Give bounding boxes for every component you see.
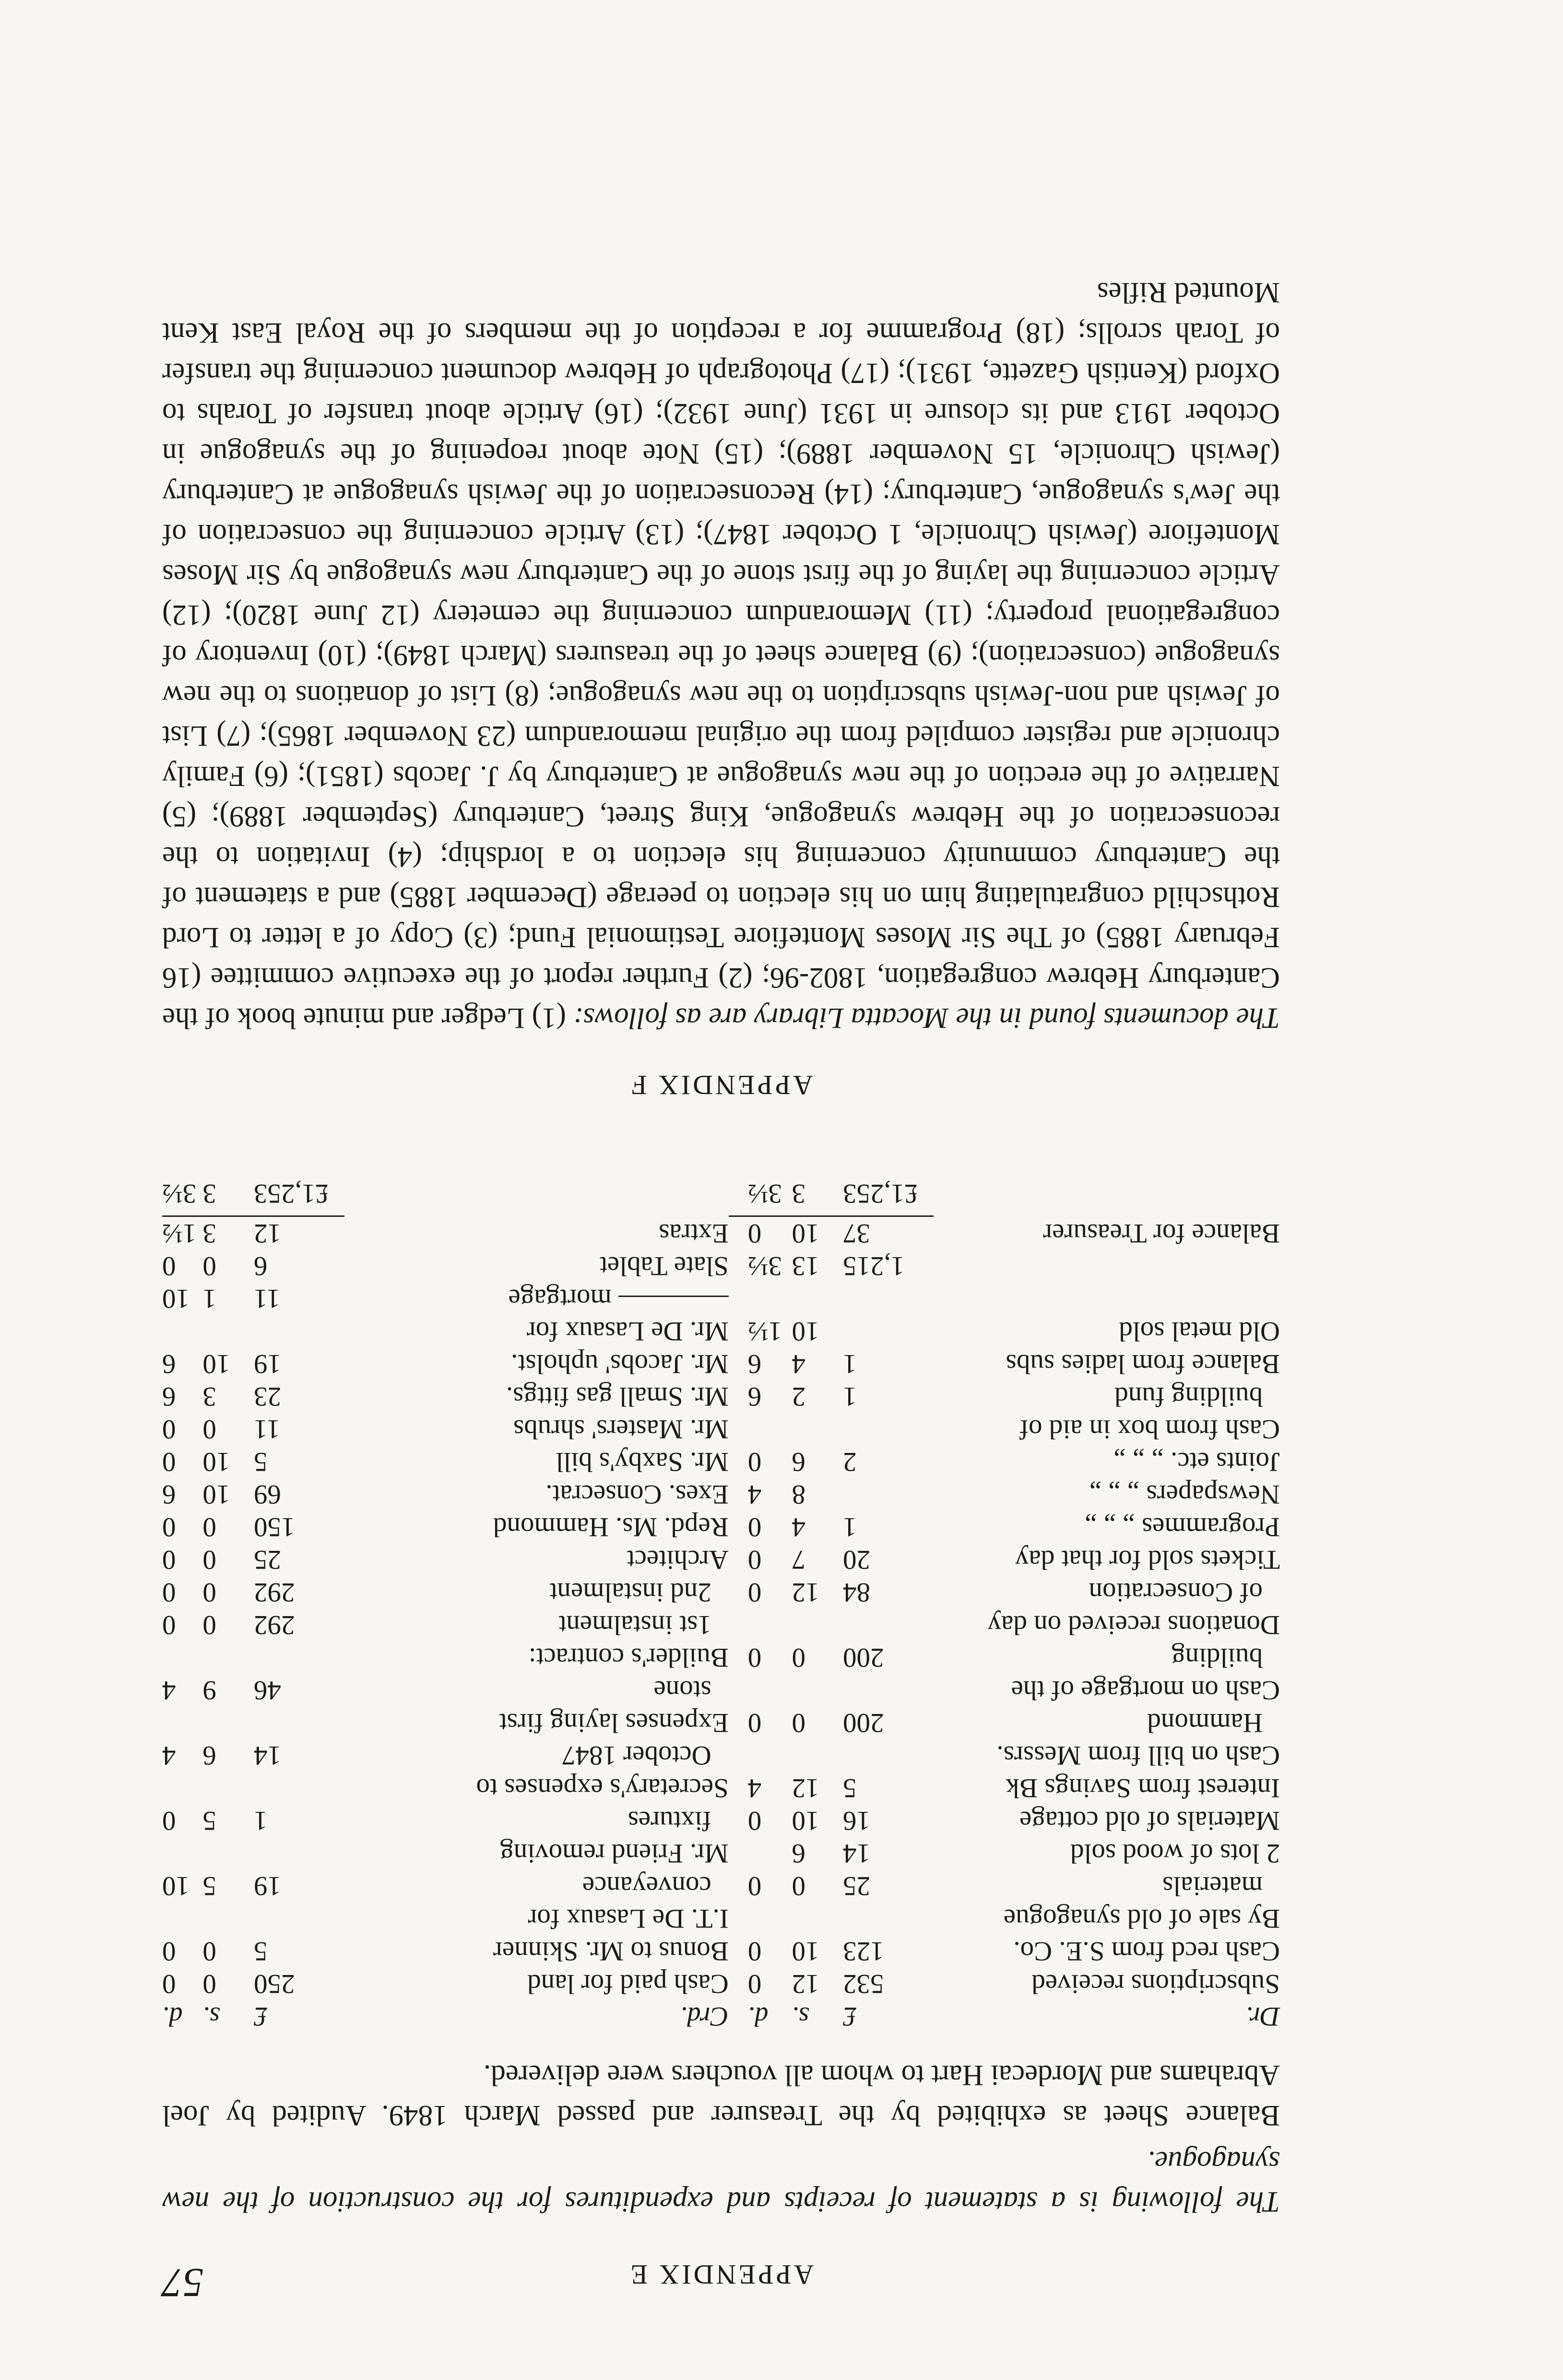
ledger-row xyxy=(162,1608,1280,1641)
credit-pounds: 69 xyxy=(253,1479,281,1510)
credit-description: Architect xyxy=(627,1545,729,1575)
credit-pounds xyxy=(254,1772,344,1804)
totals-rule xyxy=(162,1214,1280,1216)
debit-description: Tickets sold for that day xyxy=(1015,1545,1280,1575)
credit-shillings: 0 xyxy=(202,1414,216,1444)
credit-pounds: 25 xyxy=(253,1545,281,1575)
page-number: 57 xyxy=(162,2260,203,2306)
credit-shillings: 0 xyxy=(202,1969,216,1999)
credit-pence: 0 xyxy=(162,1251,176,1281)
credit-description: Bonus to Mr. Skinner xyxy=(493,1936,729,1966)
credit-shillings xyxy=(202,1706,254,1739)
debit-pence xyxy=(729,1413,792,1445)
debit-pounds: 1 xyxy=(843,1512,857,1542)
credit-shillings: 0 xyxy=(202,1545,216,1575)
debit-pounds: 20 xyxy=(843,1545,871,1575)
credit-pence: 1½ xyxy=(162,1218,197,1249)
credit-pounds: 11 xyxy=(253,1414,280,1444)
page-header xyxy=(162,2250,1280,2306)
debit-shillings: 12 xyxy=(792,1773,819,1803)
ledger-row xyxy=(162,1641,1280,1674)
credit-shillings xyxy=(202,1902,254,1935)
credit-total-shillings: 3 xyxy=(202,1178,216,1209)
credit-shillings: 1 xyxy=(202,1284,216,1314)
debit-pence: 0 xyxy=(747,1512,762,1542)
debit-shillings: 6 xyxy=(792,1447,805,1477)
debit-description: building xyxy=(1171,1642,1263,1673)
balance-sheet-table xyxy=(162,1177,1280,2033)
credit-description: Repd. Ms. Hammond xyxy=(493,1512,729,1542)
debit-total-shillings: 3 xyxy=(792,1178,805,1209)
debit-pence-header: d. xyxy=(747,2001,769,2032)
appendix-e-intro: The following is a statement of receipts and expenditures for the construction of the new synagogue. xyxy=(162,2145,1280,2218)
ledger-row xyxy=(162,1445,1280,1478)
credit-pence: 6 xyxy=(162,1479,176,1510)
credit-description: fixtures xyxy=(628,1806,711,1836)
debit-pounds xyxy=(843,1282,934,1315)
credit-pence xyxy=(162,1772,202,1804)
ledger-header-row xyxy=(162,2000,1280,2033)
debit-header: Dr. xyxy=(1245,2001,1280,2032)
debit-pence: 0 xyxy=(747,1577,762,1607)
debit-description: Materials of old cottage xyxy=(1019,1806,1280,1836)
debit-shillings: 0 xyxy=(792,1871,805,1901)
credit-shillings: 0 xyxy=(202,1251,216,1281)
debit-shillings xyxy=(792,1739,843,1772)
credit-pounds: 150 xyxy=(253,1512,295,1542)
debit-pounds xyxy=(843,1674,934,1706)
credit-pounds: 5 xyxy=(253,1936,268,1966)
debit-total-pounds: £1,253 xyxy=(843,1178,918,1209)
debit-pounds: 84 xyxy=(843,1577,871,1607)
credit-pence: 0 xyxy=(162,1447,176,1477)
debit-pounds xyxy=(843,1902,934,1935)
debit-pence: 0 xyxy=(747,1969,762,1999)
credit-pence: 0 xyxy=(162,1610,176,1640)
debit-pence: 0 xyxy=(747,1708,762,1738)
debit-pounds: 14 xyxy=(843,1838,871,1868)
appendix-e-title: APPENDIX E xyxy=(628,2259,814,2290)
debit-pence: 0 xyxy=(747,1218,762,1249)
credit-shillings: 10 xyxy=(202,1447,230,1477)
debit-pence: 0 xyxy=(747,1545,762,1575)
credit-pounds xyxy=(254,1902,344,1935)
credit-shillings: 5 xyxy=(202,1806,216,1836)
credit-pence xyxy=(162,1706,202,1739)
debit-shillings: 10 xyxy=(792,1936,819,1966)
debit-description xyxy=(934,1282,1280,1315)
credit-pounds: 23 xyxy=(253,1381,281,1412)
credit-pounds: 1 xyxy=(253,1806,268,1836)
debit-shillings xyxy=(792,1674,843,1706)
ledger-row xyxy=(162,1869,1280,1902)
debit-description: Newspapers „ „ „ xyxy=(1089,1479,1280,1510)
credit-description: Mr. De Lasaux for xyxy=(526,1316,729,1346)
debit-shillings xyxy=(792,1413,843,1445)
debit-pence: 1½ xyxy=(747,1316,782,1346)
credit-pence: 0 xyxy=(162,1545,176,1575)
ledger-row xyxy=(162,1935,1280,1967)
credit-pounds: 12 xyxy=(253,1218,281,1249)
credit-description: Expenses laying first xyxy=(499,1708,729,1738)
debit-pounds: 1,215 xyxy=(843,1251,905,1281)
credit-pounds: 292 xyxy=(253,1610,295,1640)
credit-shillings: 0 xyxy=(202,1936,216,1966)
debit-pence: 4 xyxy=(747,1773,762,1803)
debit-pounds: 5 xyxy=(843,1773,857,1803)
debit-shillings: 4 xyxy=(792,1349,805,1379)
debit-shillings: 12 xyxy=(792,1969,819,1999)
credit-pounds: 292 xyxy=(253,1577,295,1607)
credit-pence xyxy=(162,1315,202,1347)
credit-description: stone xyxy=(653,1675,711,1705)
ledger-row xyxy=(162,1674,1280,1706)
debit-shillings xyxy=(792,1282,843,1315)
debit-description: Balance for Treasurer xyxy=(1043,1218,1280,1249)
credit-pounds xyxy=(254,1315,344,1347)
debit-pounds xyxy=(843,1413,934,1445)
debit-rule xyxy=(729,1214,934,1216)
credit-pence xyxy=(162,1902,202,1935)
credit-shillings xyxy=(202,1641,254,1674)
credit-description: Secretary's expenses to xyxy=(476,1773,729,1803)
credit-shillings: 6 xyxy=(202,1740,216,1771)
debit-description xyxy=(934,1250,1280,1282)
debit-description: 2 lots of wood sold xyxy=(1070,1838,1280,1868)
credit-pence: 4 xyxy=(162,1740,176,1771)
debit-pounds: 16 xyxy=(843,1806,871,1836)
credit-shillings xyxy=(202,1315,254,1347)
credit-shillings: 3 xyxy=(202,1218,216,1249)
credit-description: I.T. De Lasaux for xyxy=(528,1904,729,1934)
appendix-f-document-list: (1) Ledger and minute book of the Canterbury Hebrew congregation, 1802-96; (2) Further report of the executive committee (16 February 1885) of The Sir Moses Montefiore Testimonial Fund; (3) Copy of a letter to Lord Rothschild congratulating him on his election to peerage (December 1885) and a statement of the Canterbury community concerning his election to a lordship; (4) Invitation to the reconsecration of the Hebrew synagogue, King Street, Canterbury (September 1889); (5) Narrative of the erection of the new synagogue at Canterbury by J. Jacobs (1851); (6) Family chronicle and register compiled from the original memorandum (23 November 1865); (7) List of Jewish and non-Jewish subscription to the new synagogue; (8) List of donations to the new synagogue (consecration); (9) Balance sheet of the treasurers (March 1849); (10) Inventory of congregational property; (11) Memorandum concerning the cemetery (12 June 1820); (12) Article concerning the laying of the first stone of the Canterbury new synagogue by Sir Moses Montefiore (Jewish Chronicle, 1 October 1847); (13) Article concerning the consecration of the Jew's synagogue, Canterbury; (14) Reconsecration of the Jewish synagogue at Canterbury (Jewish Chronicle, 15 November 1889); (15) Note about reopening of the synagogue in October 1913 and its closure in 1931 (June 1932); (16) Article about transfer of Torahs to Oxford (Kentish Gazette, 1931); (17) Photograph of Hebrew document concerning the transfer of Torah scrolls; (18) Programme for a reception of the members of the Royal East Kent Mounted Rifles xyxy=(162,276,1280,1034)
debit-pence xyxy=(729,1837,792,1869)
credit-pounds: 46 xyxy=(253,1675,281,1705)
credit-pounds: 250 xyxy=(253,1969,295,1999)
credit-pounds: 19 xyxy=(253,1349,281,1379)
debit-pence: 4 xyxy=(747,1479,762,1510)
debit-pounds: 200 xyxy=(843,1708,884,1738)
debit-pence: 0 xyxy=(747,1642,762,1673)
debit-total-pence: 3½ xyxy=(747,1178,782,1209)
debit-description: Programmes „ „ „ xyxy=(1085,1512,1280,1542)
credit-description: Cash paid for land xyxy=(527,1969,729,1999)
credit-shillings: 0 xyxy=(202,1512,216,1542)
credit-pounds xyxy=(254,1641,344,1674)
ledger-row xyxy=(162,1250,1280,1282)
credit-description: Slate Tablet xyxy=(599,1251,729,1281)
credit-pounds xyxy=(254,1706,344,1739)
credit-shillings xyxy=(202,1772,254,1804)
debit-shillings: 8 xyxy=(792,1479,805,1510)
credit-description: 1st instalment xyxy=(558,1610,711,1640)
debit-description: Balance from ladies subs xyxy=(1006,1349,1280,1379)
balance-sheet-note: Balance Sheet as exhibited by the Treasurer and passed March 1849. Audited by Joel Abrahams and Mordecai Hart to whom all vouchers were delivered. xyxy=(162,2059,1280,2131)
debit-shillings: 12 xyxy=(792,1577,819,1607)
debit-shillings: 6 xyxy=(792,1838,805,1868)
credit-pence xyxy=(162,1641,202,1674)
debit-description: Old metal sold xyxy=(1119,1316,1280,1346)
debit-pounds: 25 xyxy=(843,1871,871,1901)
credit-total-pounds: £1,253 xyxy=(253,1178,329,1209)
credit-shillings: 3 xyxy=(202,1381,216,1412)
credit-description: Mr. Saxby's bill xyxy=(556,1447,729,1477)
debit-shillings-header: s. xyxy=(792,2001,809,2032)
appendix-f-title: APPENDIX F xyxy=(629,1070,813,1101)
credit-pence: 0 xyxy=(162,1414,176,1444)
credit-description: October 1847 xyxy=(561,1740,711,1771)
credit-pence: 4 xyxy=(162,1675,176,1705)
ledger-row xyxy=(162,1216,1280,1250)
debit-pounds: 123 xyxy=(843,1936,884,1966)
debit-pence: 6 xyxy=(747,1381,762,1412)
credit-description: Mr. Small gas fittgs. xyxy=(506,1381,729,1412)
debit-pounds xyxy=(843,1608,934,1641)
credit-pence xyxy=(162,1837,202,1869)
credit-shillings: 5 xyxy=(202,1871,216,1901)
debit-pounds: 532 xyxy=(843,1969,884,1999)
page-content xyxy=(162,272,1280,2306)
debit-shillings: 13 xyxy=(792,1251,819,1281)
credit-pence: 0 xyxy=(162,1969,176,1999)
debit-shillings xyxy=(792,1608,843,1641)
ledger-row xyxy=(162,1772,1280,1804)
credit-pounds-header: £ xyxy=(253,2001,268,2032)
debit-pence xyxy=(729,1282,792,1315)
credit-pence: 6 xyxy=(162,1381,176,1412)
credit-description: Mr. Masters' shrubs xyxy=(513,1414,729,1444)
credit-pence: 10 xyxy=(162,1871,189,1901)
debit-pounds xyxy=(843,1478,934,1511)
debit-shillings xyxy=(792,1902,843,1935)
debit-description: Subscriptions received xyxy=(1031,1969,1280,1999)
debit-description: materials xyxy=(1162,1871,1263,1901)
credit-shillings: 0 xyxy=(202,1577,216,1607)
debit-shillings: 10 xyxy=(792,1218,819,1249)
credit-description-text: mortgage xyxy=(508,1284,612,1314)
debit-description: Donations received on day xyxy=(987,1610,1280,1640)
credit-pence: 6 xyxy=(162,1349,176,1379)
debit-description: Interest from Savings Bk xyxy=(1006,1773,1280,1803)
credit-shillings-header: s. xyxy=(202,2001,220,2032)
debit-pence xyxy=(729,1608,792,1641)
debit-pounds: 200 xyxy=(843,1642,884,1673)
debit-description: By sale of old synagogue xyxy=(1003,1904,1280,1934)
credit-description xyxy=(344,1282,728,1315)
ledger-row xyxy=(162,1511,1280,1543)
debit-pence xyxy=(729,1739,792,1772)
debit-pence xyxy=(729,1902,792,1935)
debit-pence: 3½ xyxy=(747,1251,782,1281)
debit-pounds: 1 xyxy=(843,1381,857,1412)
debit-pounds: 1 xyxy=(843,1349,857,1379)
ledger-row xyxy=(162,1282,1280,1315)
debit-shillings: 10 xyxy=(792,1806,819,1836)
debit-description: Cash on bill from Messrs. xyxy=(996,1740,1280,1771)
ledger-row xyxy=(162,1739,1280,1772)
credit-pounds: 6 xyxy=(253,1251,268,1281)
ledger-row xyxy=(162,1478,1280,1511)
debit-description: of Consecration xyxy=(1089,1577,1263,1607)
dash-rule xyxy=(618,1296,729,1297)
debit-pounds xyxy=(843,1739,934,1772)
ledger-row xyxy=(162,1706,1280,1739)
debit-pence: 6 xyxy=(747,1349,762,1379)
credit-shillings: 0 xyxy=(202,1610,216,1640)
debit-pence: 0 xyxy=(747,1936,762,1966)
credit-pence: 0 xyxy=(162,1512,176,1542)
debit-shillings: 2 xyxy=(792,1381,805,1412)
totals-row xyxy=(162,1177,1280,1214)
credit-description: conveyance xyxy=(582,1871,711,1901)
credit-shillings: 10 xyxy=(202,1349,230,1379)
credit-total-pence: 3½ xyxy=(162,1178,197,1209)
debit-pounds: 37 xyxy=(843,1218,871,1249)
credit-pence: 0 xyxy=(162,1806,176,1836)
ledger-row xyxy=(162,1967,1280,2000)
credit-description: Exes. Consecrat. xyxy=(545,1479,729,1510)
debit-shillings: 0 xyxy=(792,1642,805,1673)
debit-description: Cash from box in aid of xyxy=(1019,1414,1280,1444)
debit-shillings: 7 xyxy=(792,1545,805,1575)
appendix-f-lead: The documents found in the Mocatta Library are as follows: xyxy=(573,1002,1280,1034)
credit-shillings: 10 xyxy=(202,1479,230,1510)
credit-pence: 0 xyxy=(162,1577,176,1607)
debit-shillings: 10 xyxy=(792,1316,819,1346)
ledger-row xyxy=(162,1837,1280,1869)
ledger-row xyxy=(162,1576,1280,1608)
credit-pounds: 5 xyxy=(253,1447,268,1477)
credit-pence-header: d. xyxy=(162,2001,183,2032)
debit-description: Hammond xyxy=(1147,1708,1263,1738)
credit-description: Mr. Jacobs' upholst. xyxy=(511,1349,729,1379)
debit-pence xyxy=(729,1674,792,1706)
ledger-row xyxy=(162,1902,1280,1935)
debit-pence: 0 xyxy=(747,1806,762,1836)
credit-rule xyxy=(162,1214,344,1216)
ledger-row xyxy=(162,1413,1280,1445)
credit-pounds xyxy=(254,1837,344,1869)
ledger-row xyxy=(162,1804,1280,1837)
debit-pence: 0 xyxy=(747,1871,762,1901)
credit-header: Crd. xyxy=(680,2001,729,2032)
debit-pounds-header: £ xyxy=(843,2001,857,2032)
debit-description: Joints etc. „ „ „ xyxy=(1113,1447,1280,1477)
credit-shillings: 9 xyxy=(202,1675,216,1705)
credit-pounds: 11 xyxy=(253,1284,280,1314)
debit-shillings: 0 xyxy=(792,1708,805,1738)
credit-pounds: 19 xyxy=(253,1871,281,1901)
debit-pounds xyxy=(843,1315,934,1347)
debit-pounds: 2 xyxy=(843,1447,857,1477)
credit-pence: 10 xyxy=(162,1284,189,1314)
debit-description: building fund xyxy=(1114,1381,1263,1412)
debit-description: Cash on mortgage of the xyxy=(1011,1675,1280,1705)
credit-description: Extras xyxy=(659,1218,729,1249)
ledger-row xyxy=(162,1347,1280,1380)
debit-description: Cash recd from S.E. Co. xyxy=(1013,1936,1280,1966)
debit-shillings: 4 xyxy=(792,1512,805,1542)
appendix-f-body xyxy=(162,272,1280,1038)
credit-description: Builder's contract: xyxy=(528,1642,729,1673)
credit-description: Mr. Friend removing xyxy=(500,1838,729,1868)
debit-pence: 0 xyxy=(747,1447,762,1477)
credit-shillings xyxy=(202,1837,254,1869)
credit-pence: 0 xyxy=(162,1936,176,1966)
credit-description: 2nd instalment xyxy=(549,1577,711,1607)
ledger-row xyxy=(162,1543,1280,1576)
ledger-row xyxy=(162,1380,1280,1413)
credit-pounds: 14 xyxy=(253,1740,281,1771)
ledger-row xyxy=(162,1315,1280,1347)
